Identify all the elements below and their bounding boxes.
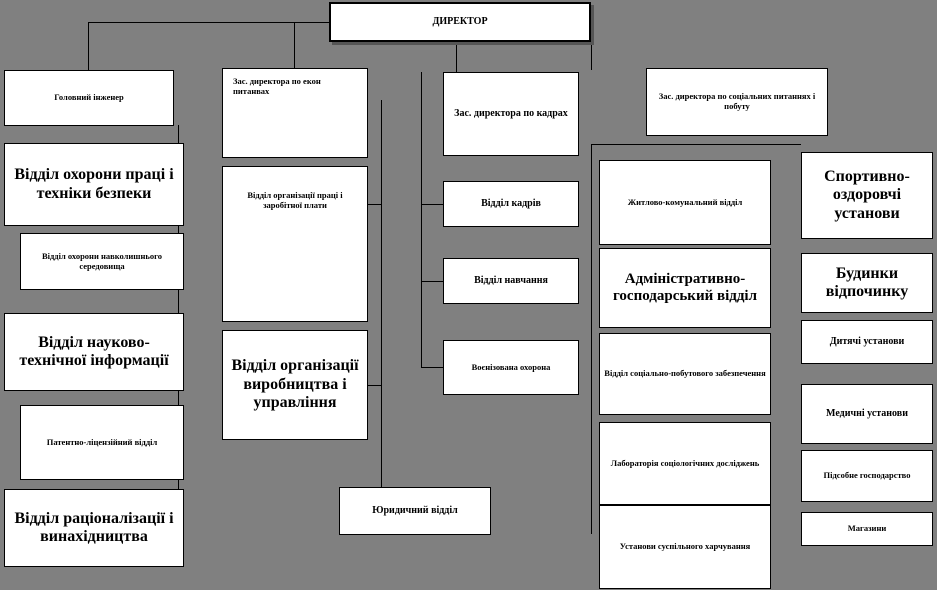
node-director-label: ДИРЕКТОР (432, 16, 488, 28)
node-labor-organization[interactable] (222, 166, 368, 322)
connector-director-left (88, 22, 89, 72)
node-deputy-economics-label: Зас. директора по екон питанвах (233, 76, 321, 96)
node-rationalization-label: Відділ раціоналізації і винахідництва (14, 509, 174, 545)
node-armed-guard[interactable] (443, 340, 579, 395)
node-social-services[interactable] (599, 333, 771, 415)
node-deputy-social[interactable] (646, 68, 828, 136)
node-rest-houses-label: Будинки відпочинку (825, 264, 909, 300)
node-production-management-label: Відділ організації виробництва і управління (231, 357, 359, 412)
node-hr-department-label: Відділ кадрів (481, 198, 541, 210)
node-hr-department[interactable] (443, 181, 579, 227)
node-sociological-lab[interactable] (599, 422, 771, 505)
node-shops[interactable] (801, 512, 933, 546)
node-deputy-personnel-label: Зас. директора по кадрах (454, 108, 568, 120)
connector-social-drop (591, 22, 592, 70)
branch-econ-1 (368, 204, 382, 205)
node-childrens-institutions[interactable] (801, 320, 933, 364)
node-sports-health-label: Спортивно-оздоровчі установи (824, 167, 910, 222)
branch-personnel-1 (421, 204, 443, 205)
branch-social-outer (591, 144, 801, 145)
node-patent-license[interactable] (20, 405, 184, 480)
node-sports-health[interactable] (801, 152, 933, 239)
node-labor-organization-label: Відділ організації праці і заробітної плати (247, 190, 343, 210)
node-production-management[interactable] (222, 330, 368, 440)
node-environment-protection[interactable] (20, 233, 184, 290)
node-public-catering-label: Установи суспільного харчування (619, 541, 751, 552)
node-director[interactable] (329, 2, 591, 42)
branch-econ-2 (368, 385, 382, 386)
node-sci-tech-info[interactable] (4, 313, 184, 391)
node-medical-institutions-label: Медичні установи (826, 408, 908, 420)
node-armed-guard-label: Воєнізована охорона (471, 361, 551, 372)
node-chief-engineer[interactable] (4, 70, 174, 126)
node-social-services-label: Відділ соціально-побутового забезпечення (604, 368, 766, 379)
node-chief-engineer-label: Головний інженер (54, 92, 124, 103)
spine-economics (381, 100, 382, 510)
node-rest-houses[interactable] (801, 253, 933, 313)
node-sociological-lab-label: Лабораторія соціологічних досліджень (610, 457, 760, 468)
spine-social (591, 144, 592, 534)
node-admin-economic[interactable] (599, 248, 771, 328)
node-deputy-social-label: Зас. директора по соціальних питаннях і побуту (658, 91, 816, 111)
node-patent-license-label: Патентно-ліцензійний відділ (46, 436, 158, 447)
connector-econ-drop (294, 22, 295, 70)
node-training-department-label: Відділ навчання (474, 275, 548, 287)
node-admin-economic-label: Адміністративно-господарський відділ (612, 270, 758, 304)
node-auxiliary-farm-label: Підсобне господарство (823, 470, 911, 481)
node-childrens-institutions-label: Дитячі установи (829, 336, 905, 348)
branch-personnel-3 (421, 367, 443, 368)
branch-personnel-2 (421, 281, 443, 282)
node-training-department[interactable] (443, 258, 579, 304)
node-sci-tech-info-label: Відділ науково-технічної інформації (19, 333, 169, 369)
node-rationalization[interactable] (4, 489, 184, 567)
node-labor-safety[interactable] (4, 143, 184, 226)
node-housing-utilities-label: Житлово-комунальний відділ (627, 196, 743, 207)
node-public-catering[interactable] (599, 505, 771, 589)
spine-personnel (421, 72, 422, 368)
node-labor-safety-label: Відділ охорони праці і техніки безпеки (14, 166, 174, 202)
node-legal-department-label: Юридичний відділ (372, 505, 458, 517)
node-housing-utilities[interactable] (599, 160, 771, 245)
node-legal-department[interactable] (339, 487, 491, 535)
node-deputy-personnel[interactable] (443, 72, 579, 156)
node-environment-protection-label: Відділ охорони навколишнього середовища (41, 250, 163, 271)
node-shops-label: Магазини (847, 523, 887, 534)
node-auxiliary-farm[interactable] (801, 450, 933, 502)
node-medical-institutions[interactable] (801, 384, 933, 444)
node-deputy-economics[interactable] (222, 68, 368, 158)
